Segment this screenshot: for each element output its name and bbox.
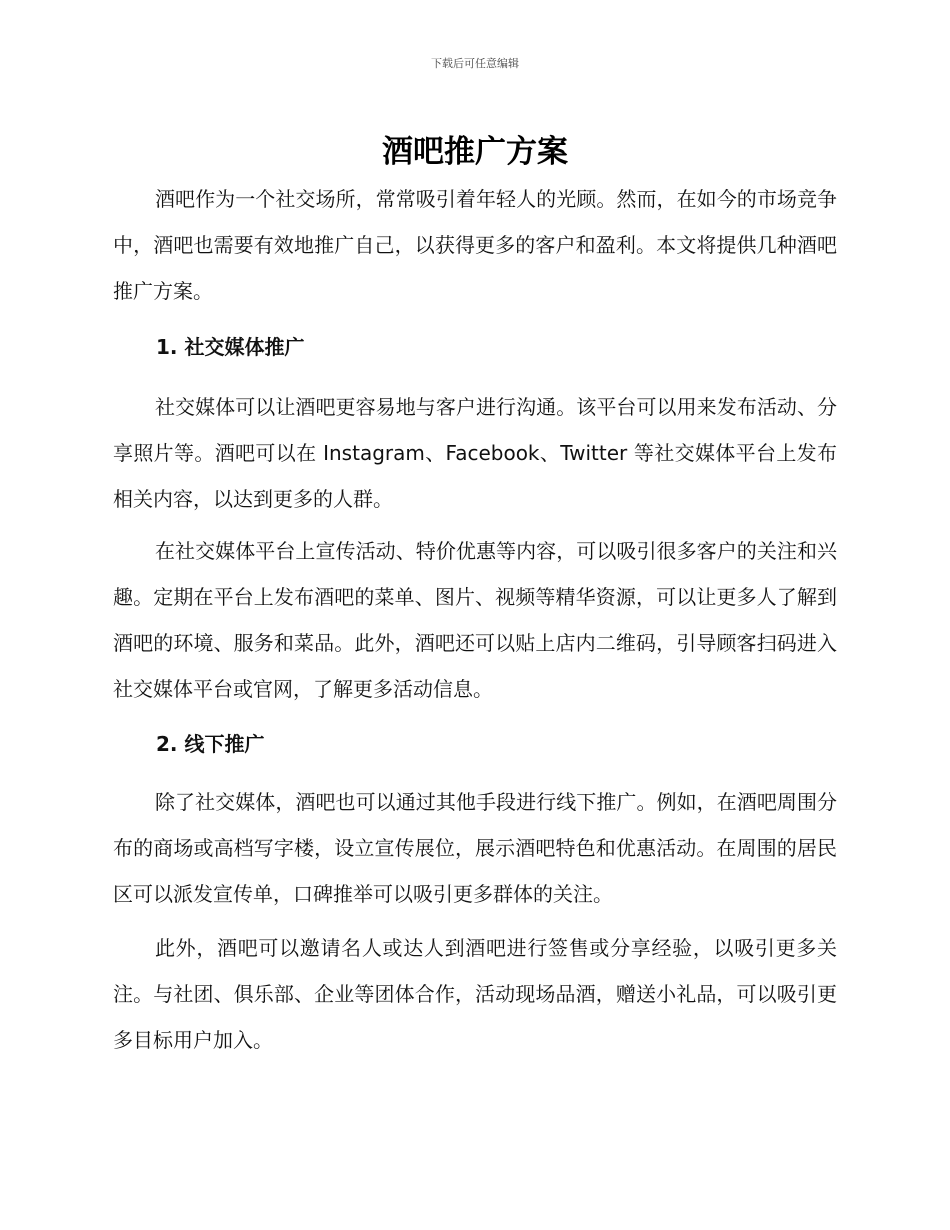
section-2-paragraph-2: 此外，酒吧可以邀请名人或达人到酒吧进行签售或分享经验，以吸引更多关注。与社团、俱乐部、企业等团体合作，活动现场品酒，赠送小礼品，可以吸引更多目标用户加入。	[113, 936, 837, 1052]
section-1-paragraph-2: 在社交媒体平台上宣传活动、特价优惠等内容，可以吸引很多客户的关注和兴趣。定期在平台上发布酒吧的菜单、图片、视频等精华资源，可以让更多人了解到酒吧的环境、服务和菜品。此外，酒吧还可以贴上店内二维码，引导顾客扫码进入社交媒体平台或官网，了解更多活动信息。	[113, 539, 837, 701]
section-2-paragraph-1: 除了社交媒体，酒吧也可以通过其他手段进行线下推广。例如，在酒吧周围分布的商场或高档写字楼，设立宣传展位，展示酒吧特色和优惠活动。在周围的居民区可以派发宣传单，口碑推举可以吸引更多群体的关注。	[113, 790, 837, 906]
intro-paragraph: 酒吧作为一个社交场所，常常吸引着年轻人的光顾。然而，在如今的市场竞争中，酒吧也需要有效地推广自己，以获得更多的客户和盈利。本文将提供几种酒吧推广方案。	[113, 187, 837, 303]
document-title: 酒吧推广方案	[382, 134, 568, 170]
section-heading-social-media: 1. 社交媒体推广	[156, 335, 305, 359]
section-heading-offline: 2. 线下推广	[156, 732, 265, 756]
page-header-note: 下载后可任意编辑	[431, 57, 519, 70]
section-1-paragraph-1: 社交媒体可以让酒吧更容易地与客户进行沟通。该平台可以用来发布活动、分享照片等。酒吧可以在 Instagram、Facebook、Twitter 等社交媒体平台上发布相关内容，以达到更多的人群。	[113, 395, 837, 511]
